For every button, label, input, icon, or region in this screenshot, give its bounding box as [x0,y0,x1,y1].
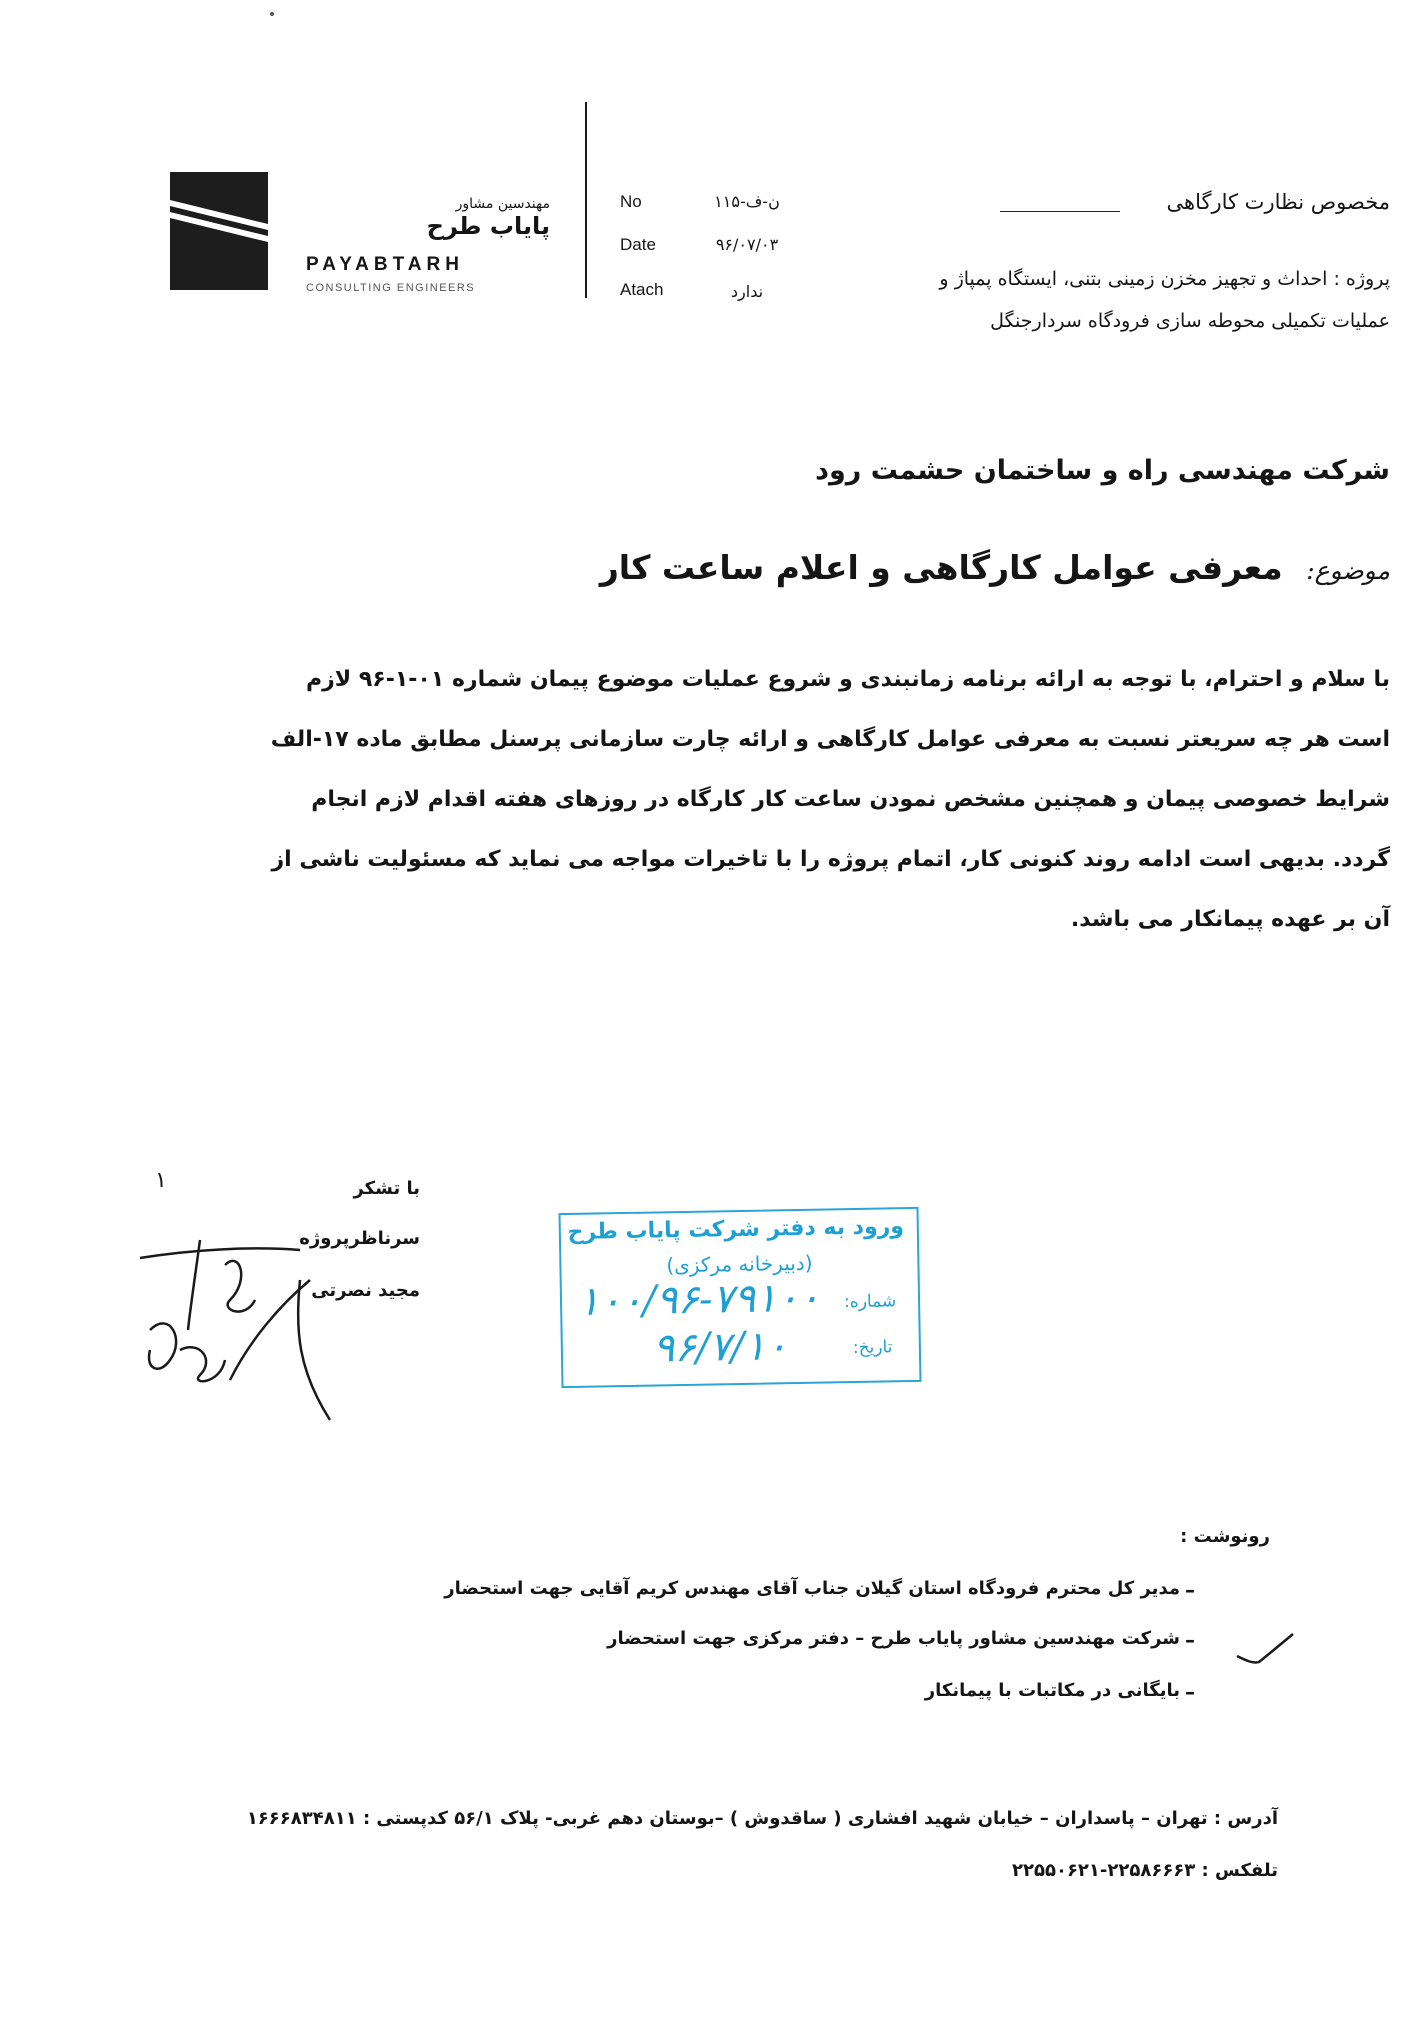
cc-bullet: – [1185,1628,1195,1652]
check-icon [1235,1630,1295,1670]
stamp-number-label: شماره: [843,1291,897,1313]
logo-english-subtitle: CONSULTING ENGINEERS [306,282,476,294]
header-title: مخصوص نظارت کارگاهی [1166,190,1390,214]
subject-label: موضوع: [1306,556,1390,585]
project-description [820,258,1390,342]
ref-attach-value: ندارد [730,282,764,301]
body-line: با سلام و احترام، با توجه به ارائه برنامه زمانبندی و شروع عملیات موضوع پیمان شماره ۰۱-۱-۹۶ لازم [306,667,1390,692]
cc-item: شرکت مهندسین مشاور پایاب طرح – دفتر مرکزی جهت استحضار [607,1628,1180,1649]
logo-persian-subtitle: مهندسین مشاور [455,196,550,212]
header-title-underline [1000,211,1120,212]
payabtarh-logo-icon [168,170,270,290]
project-line: عملیات تکمیلی محوطه سازی فرودگاه سردارجنگل [990,310,1390,332]
receipt-stamp [559,1207,922,1388]
cc-bullet: – [1185,1578,1195,1602]
subject [400,548,1390,587]
ref-date-value: ۹۶/۰۷/۰۳ [715,235,779,254]
signature-title: سرناظرپروژه [299,1228,420,1249]
stamp-subtitle: (دبیرخانه مرکزی) [666,1250,813,1278]
cc-label: رونوشت : [1180,1526,1270,1547]
footer-fax: تلفکس : ۲۲۵۸۶۶۶۳-۲۲۵۵۰۶۲۱ [1012,1860,1278,1881]
cc-bullet: – [1185,1680,1195,1704]
header-divider [585,102,587,298]
signature-mark: ۱ [155,1168,167,1193]
signature-name: مجید نصرتی [311,1280,420,1301]
recipient: شرکت مهندسی راه و ساختمان حشمت رود [815,455,1390,486]
footer-address: آدرس : تهران – پاسداران – خیابان شهید افشاری ( ساقدوش ) –بوستان دهم غربی- پلاک ۵۶/۱ کدپستی : ۱۶۶۶۸۳۴۸۱۱ [246,1808,1278,1829]
stamp-date-value: ۹۶/۷/۱۰ [652,1323,788,1372]
signature-closing: با تشکر [353,1178,420,1199]
handwritten-signature [130,1210,350,1430]
body-line: آن بر عهده پیمانکار می باشد. [1070,907,1390,932]
ref-date-label: Date [620,235,656,254]
body-line: است هر چه سریعتر نسبت به معرفی عوامل کارگاهی و ارائه چارت سازمانی پرسنل مطابق ماده ۱۷-الف [270,727,1390,752]
stamp-date-label: تاریخ: [852,1337,893,1359]
scan-speck [270,12,274,16]
subject-text: معرفی عوامل کارگاهی و اعلام ساعت کار [599,548,1283,587]
stamp-number-value: ۱۰۰/۹۶-۷۹۱۰۰ [577,1274,821,1325]
logo-english-name: PAYABTARH [306,254,464,275]
ref-attach-label: Atach [620,280,664,299]
body-line: شرایط خصوصی پیمان و همچنین مشخص نمودن ساعت کار کارگاه در روزهای هفته اقدام لازم انجام [311,787,1390,812]
letter-body [250,650,1390,950]
cc-item: مدیر کل محترم فرودگاه استان گیلان جناب آقای مهندس کریم آقایی جهت استحضار [444,1578,1180,1599]
cc-item: بایگانی در مکاتبات با پیمانکار [924,1680,1180,1701]
ref-no-label: No [620,192,642,211]
logo-persian-name: پایاب طرح [426,212,550,240]
stamp-title: ورود به دفتر شرکت پایاب طرح [567,1214,905,1245]
body-line: گردد. بدیهی است ادامه روند کنونی کار، اتمام پروژه را با تاخیرات مواجه می نماید که مسئولیت ناشی از [271,847,1390,872]
ref-no-value: ن-ف-۱۱۵ [714,192,780,211]
project-line: پروژه : احداث و تجهیز مخزن زمینی بتنی، ایستگاه پمپاژ و [939,268,1390,290]
